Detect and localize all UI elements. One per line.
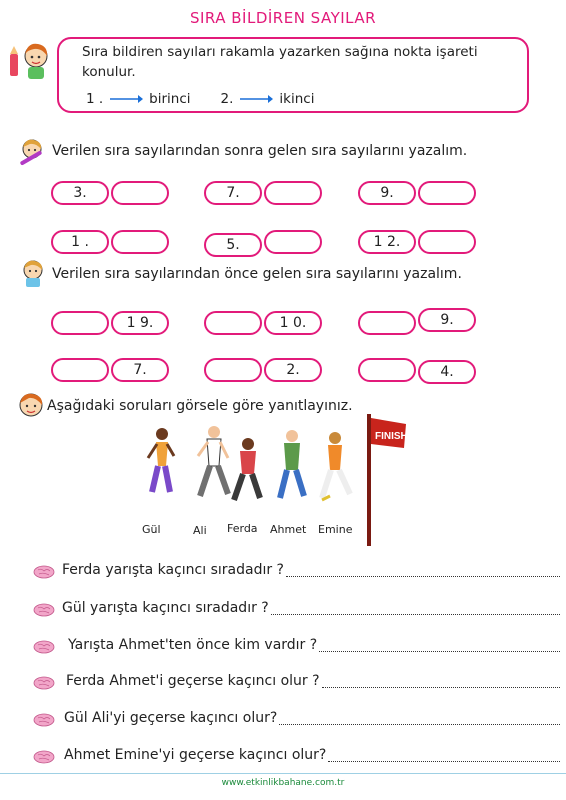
answer-box[interactable] — [418, 230, 476, 254]
question-text: Yarışta Ahmet'ten önce kim vardır ? — [68, 637, 318, 653]
section1-instruction: Verilen sıra sayılarından sonra gelen sıra sayılarını yazalım. — [52, 143, 468, 159]
question-text: Gül Ali'yi geçerse kaçıncı olur? — [64, 710, 278, 726]
arrow-right-icon — [239, 94, 273, 104]
given-number-box: 5. — [204, 233, 262, 257]
answer-box[interactable] — [204, 358, 262, 382]
question-text: Ferda Ahmet'i geçerse kaçıncı olur ? — [66, 673, 320, 689]
given-number-box: 7. — [111, 358, 169, 382]
runner-label: Ferda — [227, 522, 258, 535]
section3-instruction: Aşağıdaki soruları görsele göre yanıtlayınız. — [47, 398, 353, 414]
question-text: Gül yarışta kaçıncı sıradadır ? — [62, 600, 269, 616]
runner-gul — [148, 428, 174, 492]
runner-ferda — [234, 438, 260, 500]
given-number-box: 4. — [418, 360, 476, 384]
kid-face-icon — [14, 392, 48, 418]
given-number-box: 2. — [264, 358, 322, 382]
info-text: Sıra bildiren sayıları rakamla yazarken sağına nokta işareti konulur. — [82, 44, 478, 80]
runner-label: Ahmet — [270, 523, 307, 536]
brain-icon — [33, 750, 55, 764]
answer-box[interactable] — [111, 230, 169, 254]
footer-link[interactable]: www.etkinlikbahane.com.tr — [221, 778, 345, 788]
example2-number: 2. — [220, 91, 234, 107]
answer-box[interactable] — [264, 181, 322, 205]
runner-emine — [322, 432, 350, 500]
answer-box[interactable] — [51, 358, 109, 382]
kid-pencil-icon — [8, 40, 54, 80]
answer-box[interactable] — [204, 311, 262, 335]
brain-icon — [33, 603, 55, 617]
footer-divider — [0, 773, 566, 774]
answer-line[interactable] — [286, 576, 560, 577]
runner-label: Gül — [142, 523, 161, 536]
page-title: SIRA BİLDİREN SAYILAR — [189, 9, 377, 27]
given-number-box: 9. — [418, 308, 476, 332]
question-text: Ferda yarışta kaçıncı sıradadır ? — [62, 562, 284, 578]
brain-icon — [33, 565, 55, 579]
answer-box[interactable] — [111, 181, 169, 205]
runner-ahmet — [280, 430, 304, 498]
section2-instruction: Verilen sıra sayılarından önce gelen sıra sayılarını yazalım. — [52, 266, 462, 282]
answer-line[interactable] — [271, 614, 560, 615]
example1-word: birinci — [149, 91, 191, 107]
given-number-box: 3. — [51, 181, 109, 205]
brain-icon — [33, 713, 55, 727]
answer-line[interactable] — [322, 687, 560, 688]
example2-word: ikinci — [279, 91, 315, 107]
given-number-box: 1 0. — [264, 311, 322, 335]
example1-number: 1 . — [86, 91, 104, 107]
answer-box[interactable] — [358, 358, 416, 382]
answer-box[interactable] — [358, 311, 416, 335]
arrow-right-icon — [109, 94, 143, 104]
question-text: Ahmet Emine'yi geçerse kaçıncı olur? — [64, 747, 327, 763]
given-number-box: 1 9. — [111, 311, 169, 335]
runner-ali — [198, 426, 228, 496]
kid-writing-icon — [17, 258, 49, 288]
runner-label: Emine — [318, 523, 353, 536]
brain-icon — [33, 676, 55, 690]
given-number-box: 1 2. — [358, 230, 416, 254]
finish-flag-text: FINISH — [375, 431, 408, 442]
info-examples — [86, 91, 314, 107]
given-number-box: 9. — [358, 181, 416, 205]
answer-line[interactable] — [319, 651, 560, 652]
runner-label: Ali — [193, 524, 207, 537]
kid-writing-icon — [16, 138, 48, 166]
given-number-box: 1 . — [51, 230, 109, 254]
answer-box[interactable] — [264, 230, 322, 254]
answer-box[interactable] — [51, 311, 109, 335]
answer-line[interactable] — [279, 724, 560, 725]
answer-box[interactable] — [418, 181, 476, 205]
answer-line[interactable] — [328, 761, 560, 762]
given-number-box: 7. — [204, 181, 262, 205]
brain-icon — [33, 640, 55, 654]
